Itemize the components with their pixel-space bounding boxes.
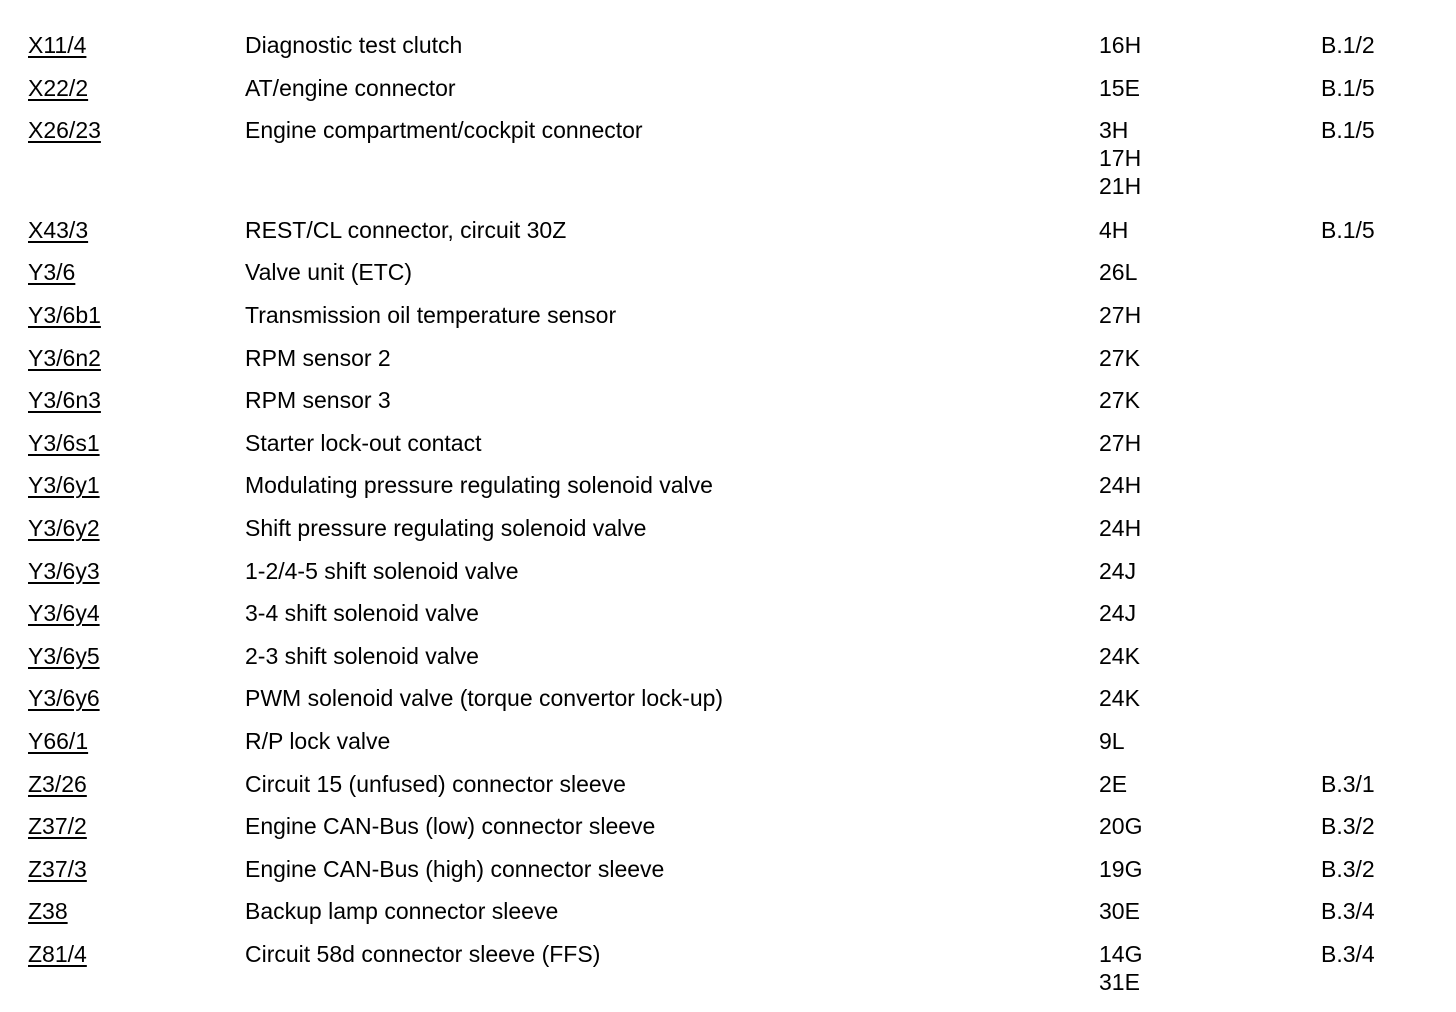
component-code-link[interactable]: Y3/6n2	[28, 344, 101, 371]
component-code-link[interactable]: Y3/6b1	[28, 302, 101, 328]
grid-location-value: 17H	[1099, 145, 1142, 172]
grid-location-value: 16H	[1099, 32, 1142, 58]
grid-location	[1099, 74, 1140, 102]
diagram-reference: B.3/1	[1321, 770, 1375, 797]
component-description: Diagnostic test clutch	[245, 32, 463, 58]
component-code-link[interactable]: Z38	[28, 898, 68, 925]
grid-location	[1099, 557, 1136, 585]
component-code-link[interactable]: Y3/6n3	[28, 387, 101, 414]
grid-location	[1099, 386, 1140, 414]
grid-location-value: 2E	[1099, 770, 1128, 797]
component-code-link[interactable]: Y3/6s1	[28, 429, 100, 456]
component-code-link[interactable]: Y3/6	[28, 259, 76, 286]
component-code-link[interactable]: Z81/4	[28, 941, 87, 967]
component-code-link[interactable]: Y3/6y6	[28, 685, 100, 712]
grid-location-value: 14G	[1099, 941, 1143, 967]
component-code-link[interactable]: Z3/26	[28, 770, 87, 797]
component-code-link[interactable]: X43/3	[28, 216, 89, 243]
component-description: Circuit 58d connector sleeve (FFS)	[245, 941, 601, 967]
grid-location-value: 31E	[1099, 969, 1140, 995]
grid-location	[1099, 116, 1141, 200]
component-code-link[interactable]: X11/4	[28, 32, 87, 58]
grid-location	[1099, 599, 1136, 627]
component-description: Circuit 15 (unfused) connector sleeve	[245, 770, 626, 797]
grid-location-value: 24J	[1099, 600, 1137, 627]
grid-location	[1099, 344, 1140, 372]
grid-location-value: 24K	[1099, 685, 1140, 712]
grid-location	[1099, 216, 1128, 244]
component-code-link[interactable]: X22/2	[28, 74, 89, 101]
component-description: 3-4 shift solenoid valve	[245, 600, 479, 627]
grid-location-value: 27H	[1099, 302, 1142, 328]
component-description: Shift pressure regulating solenoid valve	[245, 515, 647, 541]
grid-location-value: 24J	[1099, 557, 1137, 584]
component-description: Engine CAN-Bus (high) connector sleeve	[245, 855, 665, 882]
grid-location	[1099, 429, 1141, 457]
component-code-link[interactable]: Y3/6y1	[28, 472, 100, 499]
component-code-link[interactable]: Z37/2	[28, 813, 87, 840]
component-description: RPM sensor 3	[245, 387, 391, 414]
grid-location-value: 9L	[1099, 728, 1125, 754]
grid-location	[1099, 642, 1140, 670]
component-description: Modulating pressure regulating solenoid valve	[245, 472, 713, 499]
component-code-link[interactable]: Y66/1	[28, 728, 89, 754]
grid-location	[1099, 471, 1141, 499]
component-code-link[interactable]: Y3/6y5	[28, 642, 100, 669]
diagram-reference: B.3/4	[1321, 941, 1375, 967]
grid-location-value: 27H	[1099, 429, 1142, 456]
grid-location-value: 3H	[1099, 117, 1129, 144]
grid-location	[1099, 514, 1141, 542]
component-description: Engine compartment/cockpit connector	[245, 117, 643, 144]
component-description: 2-3 shift solenoid valve	[245, 642, 479, 669]
component-description: RPM sensor 2	[245, 344, 391, 371]
grid-location-value: 27K	[1099, 387, 1140, 414]
grid-location-value: 24H	[1099, 472, 1142, 499]
component-code-link[interactable]: Y3/6y2	[28, 515, 100, 541]
grid-location	[1099, 684, 1140, 712]
component-code-link[interactable]: Y3/6y4	[28, 600, 100, 627]
grid-location-value: 19G	[1099, 855, 1143, 882]
grid-location	[1099, 770, 1127, 798]
component-description: Engine CAN-Bus (low) connector sleeve	[245, 813, 656, 840]
component-code-link[interactable]: Y3/6y3	[28, 557, 100, 584]
grid-location	[1099, 258, 1137, 286]
diagram-reference: B.1/5	[1321, 74, 1375, 101]
component-code-link[interactable]: X26/23	[28, 117, 101, 144]
grid-location-value: 20G	[1099, 813, 1143, 840]
grid-location	[1099, 301, 1141, 329]
grid-location-value: 21H	[1099, 173, 1142, 200]
component-description: Valve unit (ETC)	[245, 259, 413, 286]
component-description: PWM solenoid valve (torque convertor lock-up)	[245, 685, 724, 712]
component-description: Backup lamp connector sleeve	[245, 898, 559, 925]
grid-location	[1099, 855, 1142, 883]
diagram-reference: B.1/5	[1321, 117, 1375, 144]
component-description: Starter lock-out contact	[245, 429, 482, 456]
grid-location	[1099, 727, 1125, 755]
grid-location	[1099, 812, 1142, 840]
diagram-reference: B.1/5	[1321, 216, 1375, 243]
grid-location-value: 24H	[1099, 515, 1142, 541]
grid-location	[1099, 897, 1140, 925]
diagram-reference: B.1/2	[1321, 32, 1375, 58]
component-description: R/P lock valve	[245, 728, 391, 754]
grid-location-value: 15E	[1099, 74, 1140, 101]
grid-location	[1099, 31, 1141, 59]
grid-location-value: 24K	[1099, 642, 1140, 669]
diagram-reference: B.3/2	[1321, 855, 1375, 882]
grid-location-value: 27K	[1099, 344, 1140, 371]
grid-location-value: 26L	[1099, 259, 1138, 286]
diagram-reference: B.3/2	[1321, 813, 1375, 840]
component-description: 1-2/4-5 shift solenoid valve	[245, 557, 519, 584]
grid-location-value: 4H	[1099, 216, 1129, 243]
component-code-link[interactable]: Z37/3	[28, 855, 87, 882]
grid-location-value: 30E	[1099, 898, 1140, 925]
grid-location	[1099, 940, 1142, 996]
component-description: AT/engine connector	[245, 74, 456, 101]
component-description: Transmission oil temperature sensor	[245, 302, 617, 328]
diagram-reference: B.3/4	[1321, 898, 1375, 925]
component-description: REST/CL connector, circuit 30Z	[245, 216, 567, 243]
